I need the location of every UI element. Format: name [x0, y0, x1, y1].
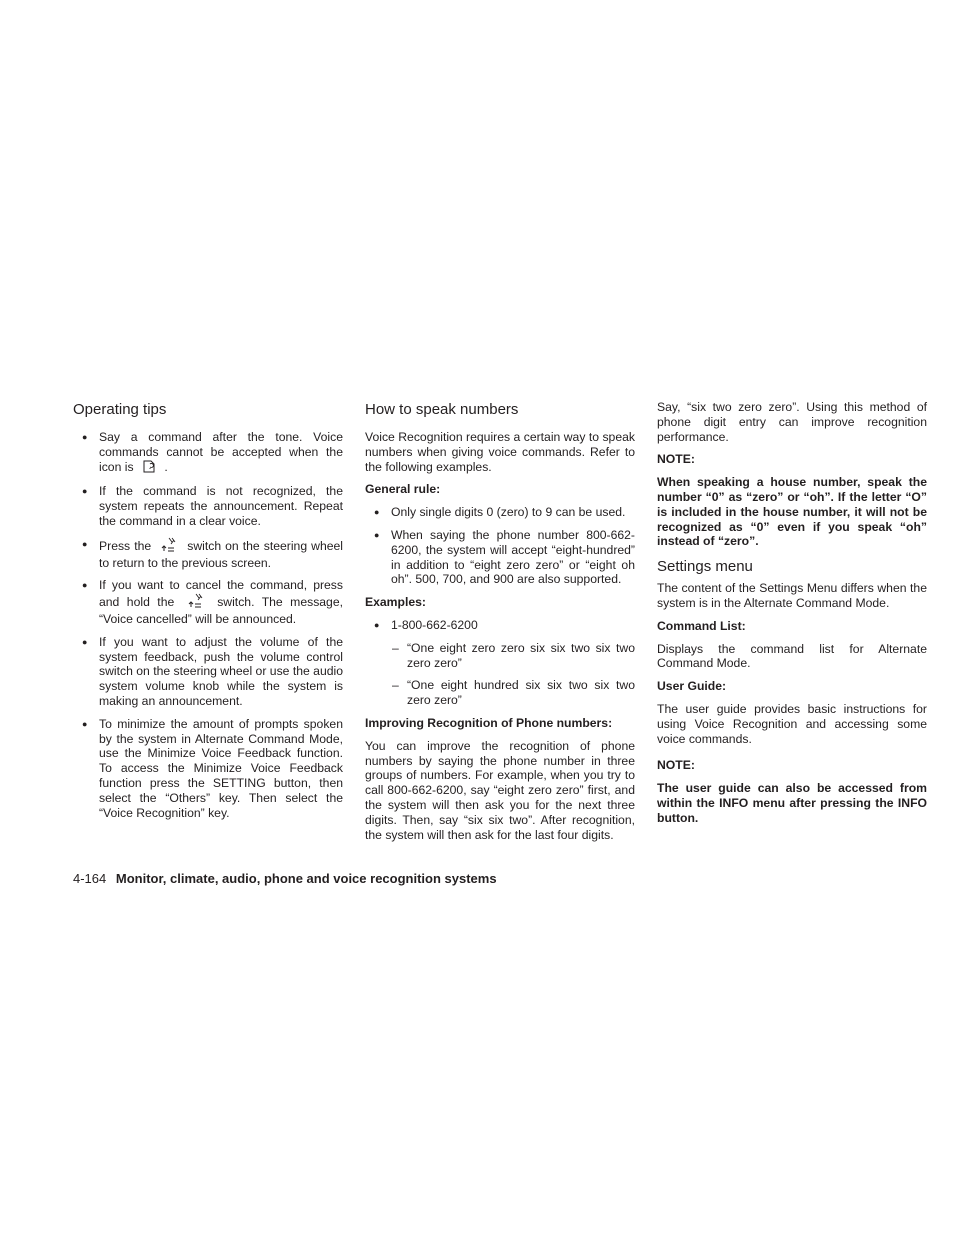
voice-disabled-icon [143, 460, 155, 477]
list-item: – “One eight zero zero six six two six two zero zero” [365, 641, 635, 671]
user-guide-paragraph: The user guide provides basic instructions for using Voice Recognition and accessing some voice commands. [657, 701, 927, 746]
settings-menu-heading: Settings menu [657, 558, 753, 576]
general-rule-list [365, 505, 635, 587]
list-item [73, 578, 343, 626]
example-variants-list [365, 641, 635, 708]
note-label: NOTE: [657, 758, 695, 773]
general-rule-label: General rule: [365, 482, 441, 497]
list-item: ● When saying the phone number 800-662-6200, the system will accept “eight-hundred” in addition to “eight zero zero” or “eight oh oh”. 500, 700, and 900 are also supported. [365, 528, 635, 587]
list-item [73, 484, 343, 528]
item-text: If the command is not recognized, the system repeats the announcement. Repeat the command in a clear voice. [99, 484, 343, 528]
item-text: If you want to adjust the volume of the system feedback, push the volume control switch on the steering wheel or use the audio system volume knob while the system is making an announcement. [99, 634, 343, 708]
talk-switch-icon [161, 537, 177, 556]
list-item [73, 635, 343, 709]
settings-paragraph: The content of the Settings Menu differs when the system is in the Alternate Command Mode. [657, 581, 927, 610]
chapter-title: Monitor, climate, audio, phone and voice recognition systems [115, 871, 497, 886]
operating-tips-heading: Operating tips [73, 401, 167, 418]
user-guide-label: User Guide: [657, 679, 727, 694]
command-list-label: Command List: [657, 618, 746, 633]
continued-paragraph: Say, “six two zero zero”. Using this method of phone digit entry can improve recognition performance. [657, 400, 927, 444]
column-1 [73, 400, 343, 828]
item-text-end: switch. The message, “Voice cancelled” will be announced. [99, 595, 344, 626]
list-item [73, 430, 343, 476]
operating-tips-list [73, 430, 343, 820]
intro-paragraph: Voice Recognition requires a certain way to speak numbers when giving voice commands. Refer to the following examples. [365, 430, 635, 474]
list-item: – “One eight hundred six six two six two zero zero” [365, 678, 635, 708]
column-3 [657, 400, 927, 834]
note-text: When speaking a house number, speak the number “0” as “zero” or “oh”. If the letter “O” is included in the house number, it will not be recognized as “0” even if you speak “oh” instead of “zero”. [657, 475, 927, 549]
list-item [73, 537, 343, 571]
list-item [73, 717, 343, 821]
list-item: ● Only single digits 0 (zero) to 9 can be used. [365, 505, 635, 520]
page-number: 4-164 [73, 871, 107, 886]
note-text: The user guide can also be accessed from within the INFO menu after pressing the INFO button. [657, 781, 927, 825]
item-text-end: . [164, 459, 168, 474]
item-text: Press the [99, 538, 152, 553]
item-text: To minimize the amount of prompts spoken by the system in Alternate Command Mode, use the Minimize Voice Feedback function. To access the Minimize Voice Feedback function press the SETTING button, then select the “Others” key. Then select the “Voice Recognition” key. [99, 716, 343, 820]
column-2 [365, 400, 635, 850]
page-footer [73, 871, 497, 886]
how-to-speak-numbers-heading: How to speak numbers [365, 401, 519, 418]
examples-label: Examples: [365, 595, 426, 610]
improving-recognition-paragraph: You can improve the recognition of phone numbers by saying the phone number in three groups of numbers. For example, when you try to call 800-662-6200, say “eight zero zero” first, and the system will then ask you for the next three digits. Then, say “six six two”. After recognition, the system will then ask for the last four digits. [365, 738, 635, 842]
list-item: ● 1-800-662-6200 [365, 618, 635, 633]
item-text: Say a command after the tone. Voice commands cannot be accepted when the icon is [99, 430, 343, 474]
command-list-paragraph: Displays the command list for Alternate Command Mode. [657, 641, 927, 671]
item-text-end: switch on the steering wheel to return to the previous screen. [99, 538, 343, 570]
talk-switch-icon [188, 593, 204, 612]
improving-recognition-label: Improving Recognition of Phone numbers: [365, 715, 613, 730]
examples-list [365, 618, 635, 633]
note-label: NOTE: [657, 452, 695, 467]
item-text: If you want to cancel the command, press and hold the [99, 578, 343, 610]
